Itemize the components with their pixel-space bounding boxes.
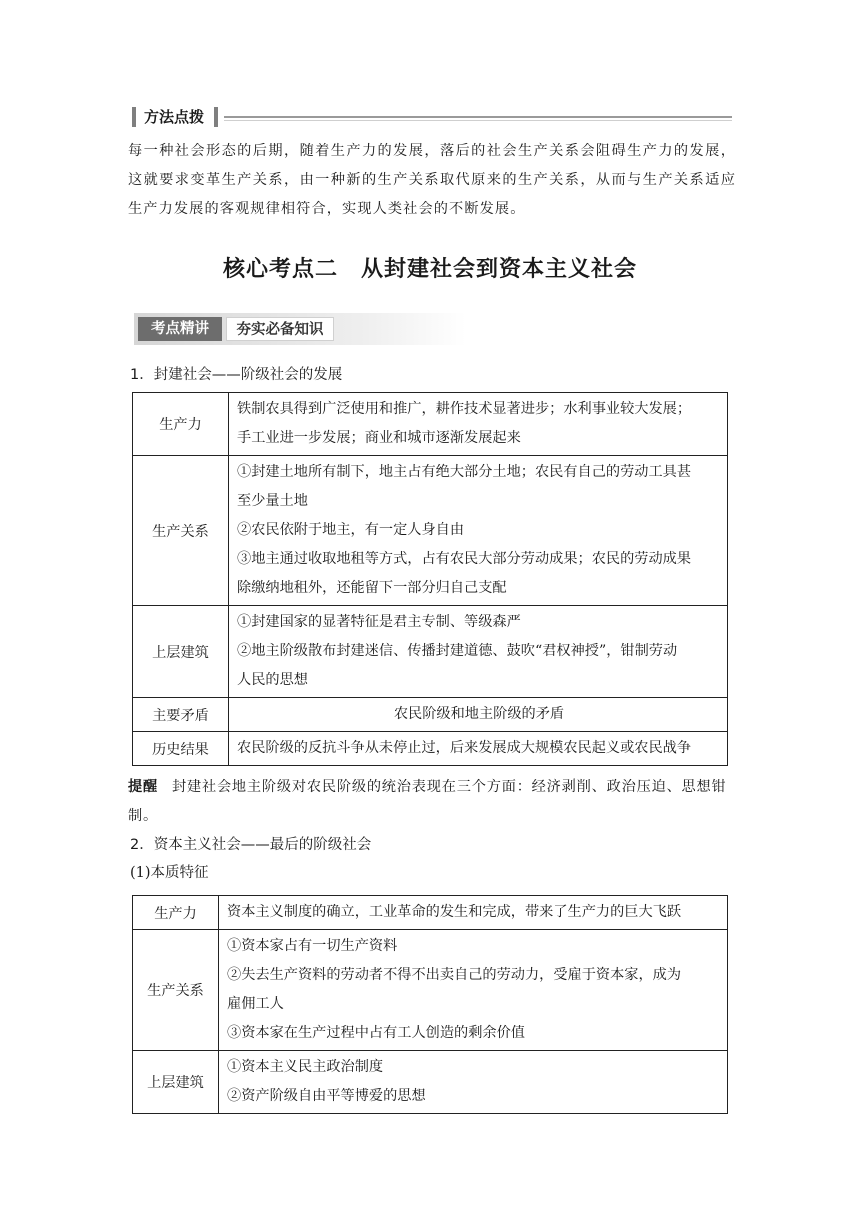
method-tip-text: 每一种社会形态的后期，随着生产力的发展，落后的社会生产关系会阻碍生产力的发展，这就要求变革生产关系，由一种新的生产关系取代原来的生产关系，从而与生产关系适应生产力发展的客观规律相符合，实现人类社会的不断发展。 <box>128 143 736 217</box>
tip-divider-line <box>224 116 732 118</box>
section-title: 核心考点二 从封建社会到资本主义社会 <box>222 257 637 282</box>
feudal-society-table <box>132 392 728 766</box>
heading-feudal-society: 1．封建社会——阶级社会的发展 <box>130 367 343 383</box>
method-tip-title: 方法点拨 <box>144 108 205 126</box>
heading-essential-features: (1)本质特征 <box>130 865 209 881</box>
heading-capitalist-society: 2．资本主义社会——最后的阶级社会 <box>130 837 372 853</box>
table-row <box>133 456 728 606</box>
row-content: 铁制农具得到广泛使用和推广，耕作技术显著进步；水利事业较大发展； 手工业进一步发展；商业和城市逐渐发展起来 <box>229 393 728 456</box>
reminder-note <box>128 773 736 831</box>
reminder-label: 提醒 <box>128 779 158 795</box>
row-label: 历史结果 <box>133 732 229 766</box>
table-row <box>133 930 728 1051</box>
row-label: 生产力 <box>133 393 229 456</box>
table-row <box>133 698 728 732</box>
topic-tag-light: 夯实必备知识 <box>226 317 334 341</box>
row-content: ①封建土地所有制下，地主占有绝大部分土地；农民有自己的劳动工具甚 至少量土地 ②农民依附于地主，有一定人身自由 ③地主通过收取地租等方式，占有农民大部分劳动成果；农民的劳动成果 除缴纳地租外，还能留下一部分归自己支配 <box>229 456 728 606</box>
capitalist-society-table <box>132 895 728 1114</box>
topic-tag-bar <box>134 313 466 345</box>
table-row <box>133 606 728 698</box>
table-row <box>133 732 728 766</box>
row-label: 上层建筑 <box>133 1051 219 1114</box>
row-label: 生产力 <box>133 896 219 930</box>
row-content: 农民阶级和地主阶级的矛盾 <box>229 698 728 732</box>
table-row <box>133 393 728 456</box>
method-tip-header <box>132 106 732 128</box>
row-content: 农民阶级的反抗斗争从未停止过，后来发展成大规模农民起义或农民战争 <box>229 732 728 766</box>
table-row <box>133 896 728 930</box>
row-content: ①资本主义民主政治制度 ②资产阶级自由平等博爱的思想 <box>219 1051 728 1114</box>
row-label: 生产关系 <box>133 930 219 1051</box>
reminder-text: 封建社会地主阶级对农民阶级的统治表现在三个方面：经济剥削、政治压迫、思想钳制。 <box>128 779 727 824</box>
tip-right-bar <box>214 107 218 127</box>
row-content: ①封建国家的显著特征是君主专制、等级森严 ②地主阶级散布封建迷信、传播封建道德、鼓吹“君权神授”，钳制劳动 人民的思想 <box>229 606 728 698</box>
row-content: 资本主义制度的确立，工业革命的发生和完成，带来了生产力的巨大飞跃 <box>219 896 728 930</box>
tip-left-bar <box>132 107 136 127</box>
row-label: 生产关系 <box>133 456 229 606</box>
table-row <box>133 1051 728 1114</box>
tip-divider-line-thin <box>224 120 732 121</box>
row-label: 上层建筑 <box>133 606 229 698</box>
row-content: ①资本家占有一切生产资料 ②失去生产资料的劳动者不得不出卖自己的劳动力，受雇于资本家，成为 雇佣工人 ③资本家在生产过程中占有工人创造的剩余价值 <box>219 930 728 1051</box>
topic-tag-dark: 考点精讲 <box>138 317 222 341</box>
row-label: 主要矛盾 <box>133 698 229 732</box>
